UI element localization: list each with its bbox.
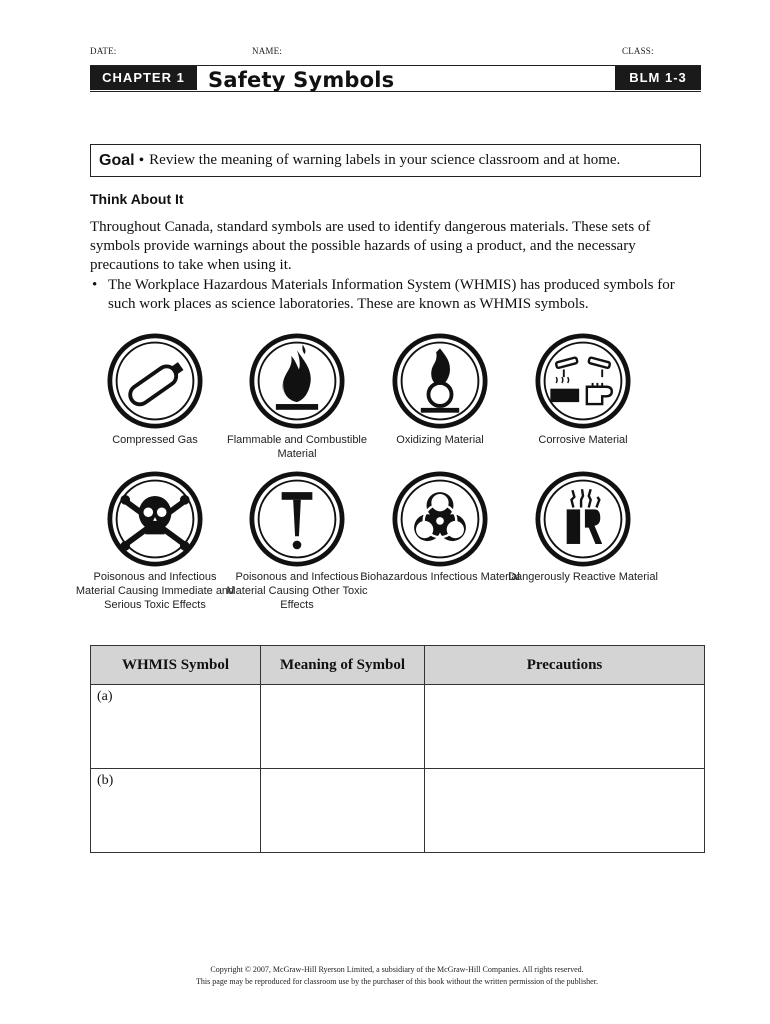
table-row [91,685,705,769]
whmis-bullet [90,276,702,314]
copyright-line: Copyright © 2007, McGraw-Hill Ryerson Limited, a subsidiary of the McGraw-Hill Companies. All rights reserved. [210,965,584,974]
biohazard-icon [392,471,488,567]
precautions-cell[interactable] [425,769,705,853]
caption-biohazardous: Biohazardous Infectious Material [360,571,520,583]
goal-text: Review the meaning of warning labels in your science classroom and at home. [149,152,621,168]
name-label: NAME: [252,46,282,56]
meaning-cell[interactable] [261,685,425,769]
class-label: CLASS: [622,46,654,56]
flammable-icon [249,333,345,429]
oxidizing-icon [392,333,488,429]
section-heading: Think About It [90,191,184,207]
compressed-gas-icon [107,333,203,429]
reactive-icon [535,471,631,567]
goal-box [90,144,701,177]
row-label: (a) [91,685,261,769]
table-row [91,769,705,853]
goal-label: Goal [99,151,135,169]
blm-badge: BLM 1-3 [615,66,701,90]
meaning-cell[interactable] [261,769,425,853]
table-header-row [91,646,705,685]
caption-oxidizing: Oxidizing Material [396,434,484,446]
exclamation-t-icon [249,471,345,567]
whmis-table [90,645,705,853]
caption-poisonous-other: Poisonous and Infectious Material Causing Other Toxic Effects [226,571,368,611]
bullet-mark: • [92,277,98,293]
header-rule-bottom [90,91,701,92]
date-label: DATE: [90,46,117,56]
permission-line: This page may be reproduced for classroom use by the purchaser of this book without the written permission of the publisher. [196,977,598,986]
page-title: Safety Symbols [208,68,395,92]
caption-reactive: Dangerously Reactive Material [508,571,658,583]
caption-compressed-gas: Compressed Gas [112,434,198,446]
caption-flammable: Flammable and Combustible Material [226,434,367,460]
header-meaning: Meaning of Symbol [261,646,425,685]
precautions-cell[interactable] [425,685,705,769]
caption-poisonous-immediate: Poisonous and Infectious Material Causing Immediate and Serious Toxic Effects [75,571,235,611]
caption-corrosive: Corrosive Material [538,434,628,446]
bullet-text: The Workplace Hazardous Materials Information System (WHMIS) has produced symbols for such work places as science laboratories. These are known as WHMIS symbols. [108,277,675,312]
skull-crossbones-icon [107,471,203,567]
corrosive-icon [535,333,631,429]
header-precautions: Precautions [425,646,705,685]
goal-bullet: • [138,151,145,169]
row-label: (b) [91,769,261,853]
intro-paragraph: Throughout Canada, standard symbols are used to identify dangerous materials. These sets of symbols provide warnings about the possible hazards of using a product, and the necessary precautions to take when using it. [90,219,651,273]
chapter-badge: CHAPTER 1 [90,66,197,90]
header-whmis-symbol: WHMIS Symbol [91,646,261,685]
